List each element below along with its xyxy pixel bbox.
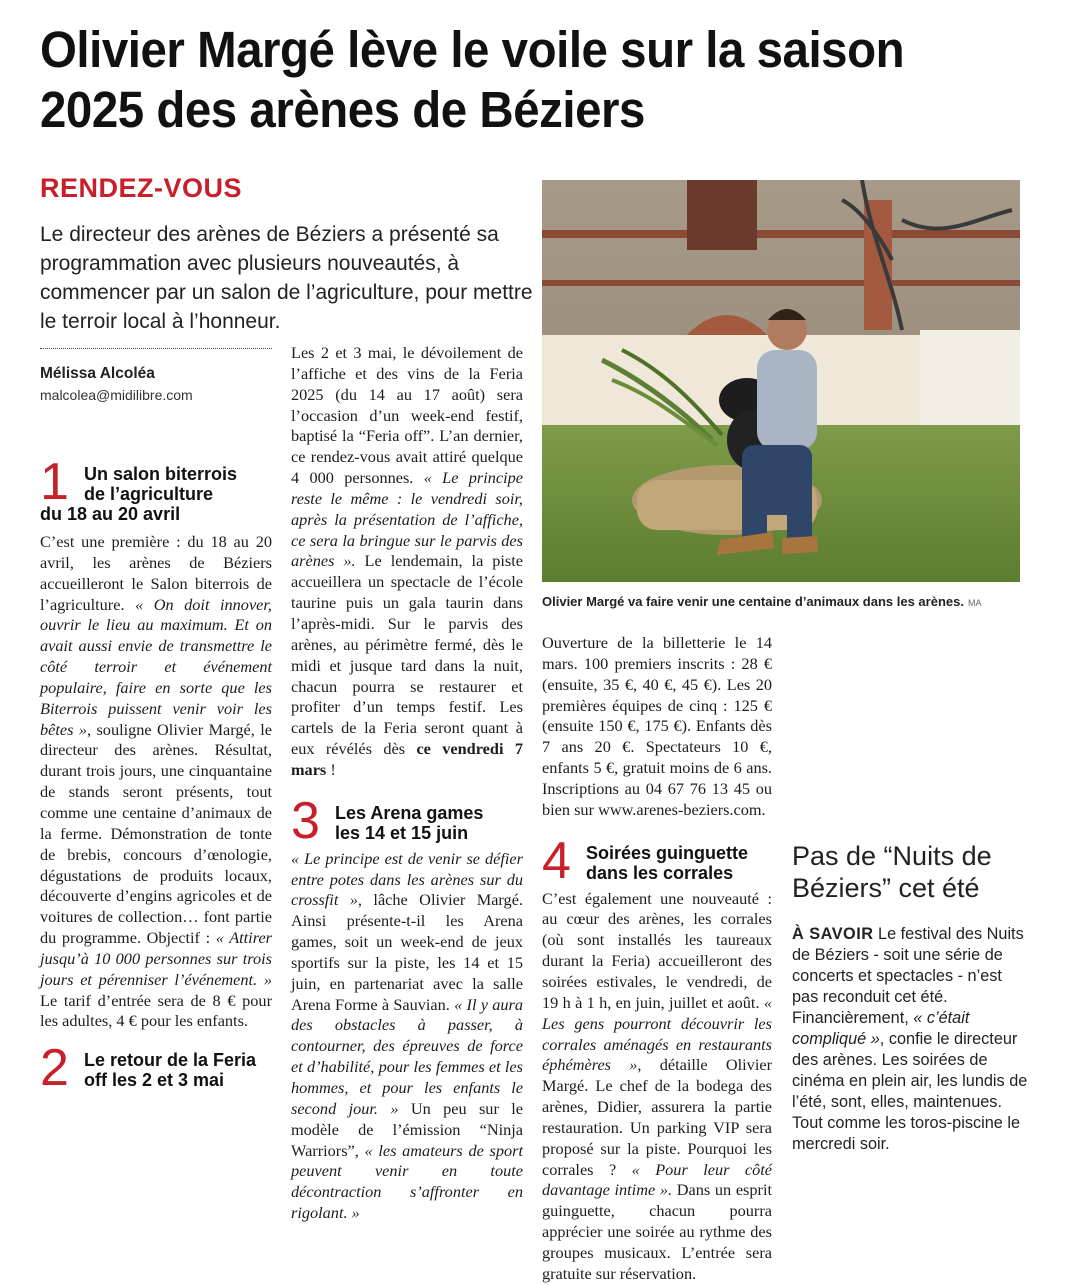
section-number: 3 bbox=[291, 791, 320, 850]
section-title: Soirées guinguette dans les corrales bbox=[586, 842, 749, 883]
section-1-heading bbox=[40, 453, 272, 532]
section-number: 4 bbox=[542, 831, 571, 890]
kicker: RENDEZ-VOUS bbox=[40, 173, 243, 203]
section-1-body: C’est une première : du 18 au 20 avril, les arènes de Béziers accueilleront le Salon biterrois de l’agriculture. « On doit innover, ouvrir le lieu au maximum. Et on avait aussi envie de transmettre le côté terroir et événement populaire, faire en sorte que les Biterrois puissent venir voir les bêtes », souligne Olivier Margé, le directeur des arènes. Résultat, durant trois jours, une cinquantaine de stands seront présents, tout comme une centaine d’animaux de la ferme. Démonstration de tonte de brebis, concours d’œnologie, dégustations de produits locaux, découverte d’engins agricoles et de voitures de collection… font partie du programme. Objectif : « Attirer jusqu’à 10 000 personnes sur trois jours et pérenniser l’événement. » Le tarif d’entrée sera de 8 € pour les adultes, 4 € pour les enfants. bbox=[40, 532, 273, 1031]
section-3-body-cont: Ouverture de la billetterie le 14 mars. 100 premiers inscrits : 28 € (ensuite, 35 €, 40 €, 45 €). Les 20 premières équipes de cinq : 125 € (ensuite 150 €, 175 €). Enfants dès 7 ans 20 €. Spectateurs 10 €, enfants 5 €, gratuit moins de 6 ans. Inscriptions au 04 67 76 13 45 ou bien sur www.arenes-beziers.com. bbox=[542, 633, 772, 819]
section-2-heading bbox=[40, 1039, 272, 1098]
section-number: 1 bbox=[40, 453, 69, 511]
photo-illustration bbox=[542, 180, 1020, 582]
section-3-heading bbox=[291, 791, 523, 850]
section-3-body: « Le principe est de venir se défier entre potes dans les arènes sur du crossfit », lâche Olivier Margé. Ainsi présente-t-il les Arena games, soit un week-end de jeux sportifs sur la piste, les 14 et 15 juin, en partenariat avec la salle Arena Forme à Sauvian. « Il y aura des obstacles à passer, à contourner, des épreuves de force et d’habilité, pour les femmes et les hommes, et pour les enfants le second jour. » Un peu sur le modèle de l’émission “Ninja Warriors”, « les amateurs de sport peuvent venir en toute décontraction s’affronter en rigolant. » bbox=[291, 848, 524, 1223]
headline: Olivier Margé lève le voile sur la saison 2025 des arènes de Béziers bbox=[40, 21, 905, 138]
sidebar-body: À SAVOIR Le festival des Nuits de Béziers - soit une série de concerts et spectacles - n’est pas reconduit cet été. Financièrement, « c’était compliqué », confie le directeur des arènes. Les soirées de cinéma en plein air, les lundis de l’été, sont, elles, maintenues. Tout comme les toros-piscine le mercredi soir. bbox=[792, 925, 1028, 1153]
section-title: Le retour de la Feria off les 2 et 3 mai bbox=[84, 1050, 257, 1091]
author-name: Mélissa Alcoléa bbox=[40, 365, 155, 382]
section-title: Un salon biterrois de l’agriculture du 18 au 20 avril bbox=[40, 464, 238, 524]
author-email[interactable]: malcolea@midilibre.com bbox=[40, 387, 193, 403]
section-2-body: Les 2 et 3 mai, le dévoilement de l’affiche et des vins de la Feria 2025 (du 14 au 17 août) sera l’occasion d’un week-end festif, baptisé la “Feria off”. L’an dernier, ce rendez-vous avait attiré quelque 4 000 personnes. « Le principe reste le même : le vendredi soir, après la présentation de l’affiche, ce sera la bringue sur le parvis des arènes ». Le lendemain, la piste accueillera un spectacle de l’école taurine puis un gala taurin dans l’après-midi. Sur le parvis des arènes, au périmètre fermé, dès le midi et jusque tard dans la nuit, chacun pourra se restaurer et profiter d’un temps festif. Les cartels de la Feria seront quant à eux révélés dès ce vendredi 7 mars ! bbox=[291, 343, 524, 779]
article-photo bbox=[542, 180, 1020, 582]
section-number: 2 bbox=[40, 1039, 69, 1098]
column-3 bbox=[542, 633, 772, 1285]
photo-credit: MA bbox=[967, 598, 982, 608]
sidebar-title: Pas de “Nuits de Béziers” cet été bbox=[792, 841, 992, 903]
standfirst: Le directeur des arènes de Béziers a présenté sa programmation avec plusieurs nouveautés, à commencer par un salon de l’agriculture, pour mettre le terroir local à l’honneur. bbox=[40, 223, 533, 333]
photo-caption: Olivier Margé va faire venir une centaine d’animaux dans les arènes. MA bbox=[542, 594, 982, 609]
section-4-heading bbox=[542, 831, 772, 890]
sidebar-label: À SAVOIR bbox=[792, 925, 874, 943]
column-2 bbox=[291, 343, 523, 1224]
byline-divider bbox=[40, 348, 272, 349]
column-1 bbox=[40, 453, 273, 1098]
section-4-body: C’est également une nouveauté : au cœur des arènes, les corrales (où sont installés les taureaux durant la Feria) accueilleront des soirées estivales, le vendredi, de 19 h à 1 h, en juin, juillet et août. « Les gens pourront découvrir les corrales aménagés en restaurants éphémères », détaille Olivier Margé. Le chef de la bodega des arènes, Didier, assurera la partie restauration. Un parking VIP sera proposé sur la piste. Pourquoi les corrales ? « Pour leur côté davantage intime ». Dans un esprit guinguette, chacun pourra apprécier une soirée au rythme des groupes musicaux. L’entrée sera gratuite sur réservation. bbox=[542, 888, 773, 1283]
section-title: Les Arena games les 14 et 15 juin bbox=[335, 802, 484, 843]
